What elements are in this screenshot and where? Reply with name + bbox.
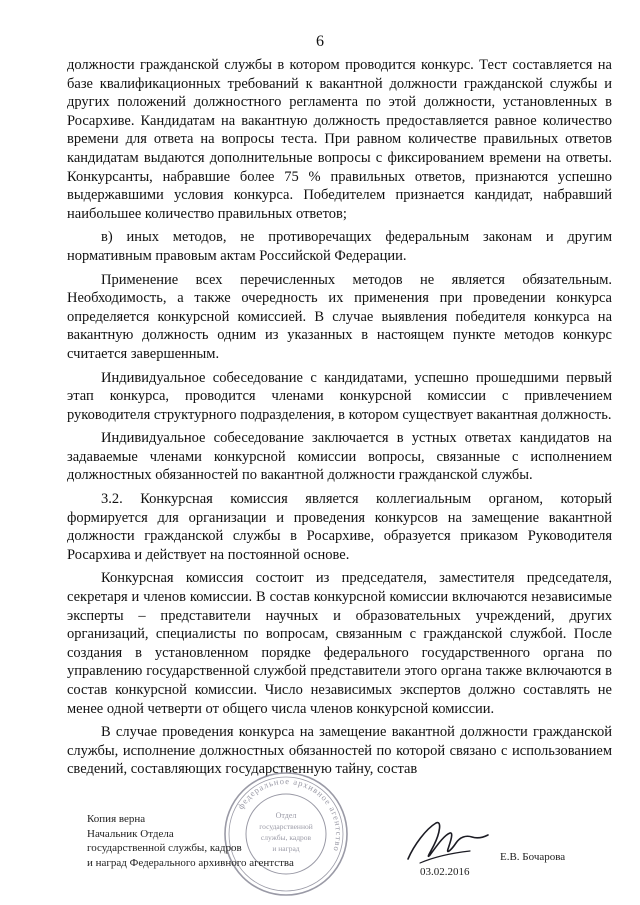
official-title-line-1: Начальник Отдела <box>87 827 174 840</box>
paragraph-2: в) иных методов, не противоречащих федеральным законам и другим нормативным правовым актам Российской Федерации. <box>67 229 612 264</box>
seal-ring-text: федеральное архивное агентство <box>235 775 345 854</box>
page-number: 6 <box>316 33 324 50</box>
certification-block <box>87 812 294 870</box>
signatory-name: Е.В. Бочарова <box>500 851 566 863</box>
copy-certified-label: Копия верна <box>87 813 146 825</box>
document-body <box>67 56 612 779</box>
paragraph-6: 3.2. Конкурсная комиссия является коллегиальным органом, который формируется для организации и проведения конкурсов на замещение вакантной должности гражданской службы в Росархиве, образуется приказом Руководителя Росархива и действует на постоянной основе. <box>67 491 612 563</box>
paragraph-1: должности гражданской службы в котором проводится конкурс. Тест составляется на базе квалификационных требований к вакантной должности гражданской службы и других положений должностного регламента по этой должности, установленных в Росархиве. Кандидатам на вакантную должность предоставляется равное количество времени для ответа на вопросы теста. При равном количестве правильных ответов кандидатам выдаются дополнительные вопросы с фиксированием времени на ответы. Конкурсанты, набравшие более 75 % правильных ответов, признаются успешно выдержавшими условия конкурса. Победителем признается кандидат, набравший наибольшее количество правильных ответов; <box>67 57 612 222</box>
seal-center-line-4: и наград <box>272 844 300 853</box>
seal-center-line-3: службы, кадров <box>260 833 312 842</box>
official-title-line-3: и наград Федерального архивного агентства <box>87 856 294 869</box>
paragraph-8: В случае проведения конкурса на замещение вакантной должности гражданской службы, исполнение должностных обязанностей по которой связано с использованием сведений, составляющих государственную тайну, состав <box>67 724 612 778</box>
paragraph-7: Конкурсная комиссия состоит из председателя, заместителя председателя, секретаря и членов комиссии. В состав конкурсной комиссии включаются независимые эксперты – представители научных и образовательных учреждений, других организаций, специалисты по вопросам, связанным с гражданской службой. После создания в установленном порядке федерального государственного органа по управлению государственной службой представители этого органа также включаются в состав конкурсной комиссии. Число независимых экспертов должно составлять не менее одной четверти от общего числа членов конкурсной комиссии. <box>67 570 612 717</box>
official-title-line-2: государственной службы, кадров <box>87 842 242 854</box>
certification-date: 03.02.2016 <box>420 866 470 878</box>
paragraph-3: Применение всех перечисленных методов не является обязательным. Необходимость, а также очередность их применения при проведении конкурса определяется конкурсной комиссией. В случае выявления победителя конкурса на вакантную должность одним из указанных в настоящем пункте методов конкурс считается завершенным. <box>67 271 612 362</box>
paragraph-5: Индивидуальное собеседование заключается в устных ответах кандидатов на задаваемые членами конкурсной комиссии вопросы, связанные с исполнением должностных обязанностей по вакантной должности гражданской службы. <box>67 430 612 484</box>
seal-center-line-2: государственной <box>259 822 313 831</box>
paragraph-4: Индивидуальное собеседование с кандидатами, успешно прошедшими первый этап конкурса, проводится членами конкурсной комиссии с привлечением руководителя структурного подразделения, в котором существует вакантная должность. <box>67 369 612 423</box>
seal-center-line-1: Отдел <box>275 811 297 820</box>
